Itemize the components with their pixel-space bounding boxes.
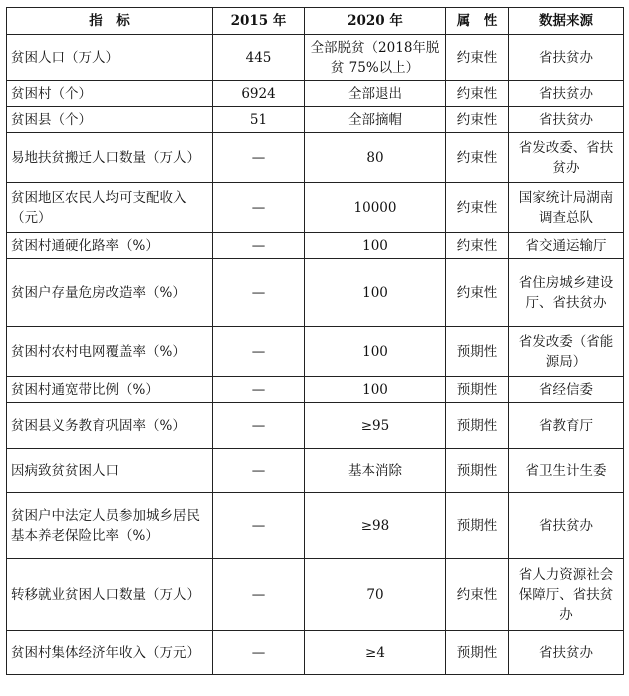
- header-attribute: 属 性: [446, 8, 509, 35]
- table-row: [7, 133, 624, 183]
- table-row: [7, 35, 624, 81]
- indicator-cell: 转移就业贫困人口数量（万人）: [7, 559, 213, 631]
- indicator-cell: 贫困地区农民人均可支配收入（元）: [7, 183, 213, 233]
- attribute-cell: 预期性: [446, 403, 509, 449]
- table-row: [7, 559, 624, 631]
- attribute-cell: 约束性: [446, 133, 509, 183]
- attribute-cell: 预期性: [446, 493, 509, 559]
- attribute-cell: 约束性: [446, 107, 509, 133]
- source-cell: 省人力资源社会保障厅、省扶贫办: [509, 559, 624, 631]
- attribute-cell: 约束性: [446, 183, 509, 233]
- value-2015-cell: —: [213, 259, 305, 327]
- table-row: [7, 107, 624, 133]
- source-cell: 省扶贫办: [509, 35, 624, 81]
- value-2020-cell: 全部退出: [305, 81, 446, 107]
- value-2015-cell: —: [213, 449, 305, 493]
- value-2020-cell: 10000: [305, 183, 446, 233]
- source-cell: 省卫生计生委: [509, 449, 624, 493]
- value-2020-cell: ≥98: [305, 493, 446, 559]
- indicator-cell: 贫困村集体经济年收入（万元）: [7, 631, 213, 675]
- table-row: [7, 449, 624, 493]
- table-row: [7, 183, 624, 233]
- value-2020-cell: ≥4: [305, 631, 446, 675]
- value-2015-cell: —: [213, 403, 305, 449]
- table-row: [7, 327, 624, 377]
- source-cell: 省扶贫办: [509, 493, 624, 559]
- header-2020: 2020 年: [305, 8, 446, 35]
- value-2020-cell: 100: [305, 259, 446, 327]
- attribute-cell: 约束性: [446, 259, 509, 327]
- value-2015-cell: —: [213, 183, 305, 233]
- table-row: [7, 81, 624, 107]
- attribute-cell: 预期性: [446, 449, 509, 493]
- value-2015-cell: —: [213, 631, 305, 675]
- indicator-cell: 易地扶贫搬迁人口数量（万人）: [7, 133, 213, 183]
- value-2020-cell: ≥95: [305, 403, 446, 449]
- source-cell: 省交通运输厅: [509, 233, 624, 259]
- value-2020-cell: 基本消除: [305, 449, 446, 493]
- indicator-cell: 因病致贫贫困人口: [7, 449, 213, 493]
- value-2015-cell: —: [213, 377, 305, 403]
- source-cell: 国家统计局湖南调查总队: [509, 183, 624, 233]
- indicator-cell: 贫困户中法定人员参加城乡居民基本养老保险比率（%）: [7, 493, 213, 559]
- source-cell: 省经信委: [509, 377, 624, 403]
- value-2015-cell: —: [213, 559, 305, 631]
- source-cell: 省发改委（省能源局）: [509, 327, 624, 377]
- header-2015: 2015 年: [213, 8, 305, 35]
- value-2015-cell: 6924: [213, 81, 305, 107]
- table-row: [7, 493, 624, 559]
- value-2020-cell: 100: [305, 233, 446, 259]
- indicator-cell: 贫困人口（万人）: [7, 35, 213, 81]
- indicator-cell: 贫困村农村电网覆盖率（%）: [7, 327, 213, 377]
- source-cell: 省发改委、省扶贫办: [509, 133, 624, 183]
- header-source: 数据来源: [509, 8, 624, 35]
- attribute-cell: 约束性: [446, 81, 509, 107]
- source-cell: 省住房城乡建设厅、省扶贫办: [509, 259, 624, 327]
- indicator-cell: 贫困户存量危房改造率（%）: [7, 259, 213, 327]
- table-row: [7, 233, 624, 259]
- value-2020-cell: 100: [305, 377, 446, 403]
- attribute-cell: 约束性: [446, 35, 509, 81]
- source-cell: 省扶贫办: [509, 107, 624, 133]
- table-row: [7, 377, 624, 403]
- value-2020-cell: 80: [305, 133, 446, 183]
- table-row: [7, 631, 624, 675]
- value-2020-cell: 70: [305, 559, 446, 631]
- value-2015-cell: 445: [213, 35, 305, 81]
- indicator-cell: 贫困村（个）: [7, 81, 213, 107]
- header-indicator: 指 标: [7, 8, 213, 35]
- source-cell: 省扶贫办: [509, 631, 624, 675]
- attribute-cell: 预期性: [446, 327, 509, 377]
- indicator-cell: 贫困县义务教育巩固率（%）: [7, 403, 213, 449]
- source-cell: 省教育厅: [509, 403, 624, 449]
- indicator-cell: 贫困村通宽带比例（%）: [7, 377, 213, 403]
- indicator-table: [6, 7, 624, 675]
- value-2015-cell: —: [213, 327, 305, 377]
- value-2020-cell: 全部脱贫（2018年脱贫 75%以上）: [305, 35, 446, 81]
- value-2020-cell: 100: [305, 327, 446, 377]
- value-2015-cell: 51: [213, 107, 305, 133]
- attribute-cell: 约束性: [446, 559, 509, 631]
- attribute-cell: 约束性: [446, 233, 509, 259]
- attribute-cell: 预期性: [446, 631, 509, 675]
- value-2015-cell: —: [213, 233, 305, 259]
- value-2020-cell: 全部摘帽: [305, 107, 446, 133]
- source-cell: 省扶贫办: [509, 81, 624, 107]
- attribute-cell: 预期性: [446, 377, 509, 403]
- header-row: [7, 8, 624, 35]
- table-row: [7, 403, 624, 449]
- value-2015-cell: —: [213, 133, 305, 183]
- value-2015-cell: —: [213, 493, 305, 559]
- indicator-cell: 贫困县（个）: [7, 107, 213, 133]
- indicator-cell: 贫困村通硬化路率（%）: [7, 233, 213, 259]
- table-row: [7, 259, 624, 327]
